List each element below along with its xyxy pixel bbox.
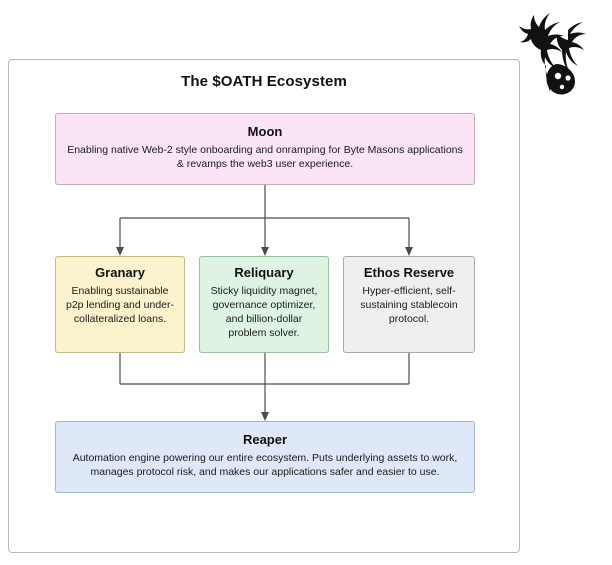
node-reliquary-description: Sticky liquidity magnet, governance optimizer, and billion-dollar problem solver. [210, 285, 318, 339]
node-moon-description: Enabling native Web-2 style onboarding and onramping for Byte Masons applications & revamps the web3 user experience. [67, 144, 463, 170]
node-granary[interactable] [55, 256, 185, 353]
node-ethos-reserve[interactable] [343, 256, 475, 353]
node-granary-description: Enabling sustainable p2p lending and under-collateralized loans. [65, 285, 174, 325]
node-granary-title: Granary [95, 265, 145, 280]
node-reaper-description: Automation engine powering our entire ecosystem. Puts underlying assets to work, manages protocol risk, and makes our applications safer and easier to use. [72, 452, 458, 478]
node-ethos-reserve-title: Ethos Reserve [363, 265, 455, 280]
ecosystem-diagram [8, 59, 520, 553]
node-reliquary-title: Reliquary [234, 265, 294, 280]
node-reliquary[interactable] [199, 256, 329, 353]
node-reaper-title: Reaper [242, 432, 288, 447]
node-moon[interactable] [55, 113, 475, 185]
node-moon-title: Moon [247, 124, 283, 139]
node-reaper[interactable] [55, 421, 475, 493]
diagram-title: The $OATH Ecosystem [181, 73, 347, 90]
node-ethos-reserve-description: Hyper-efficient, self-sustaining stablecoin protocol. [360, 285, 458, 325]
